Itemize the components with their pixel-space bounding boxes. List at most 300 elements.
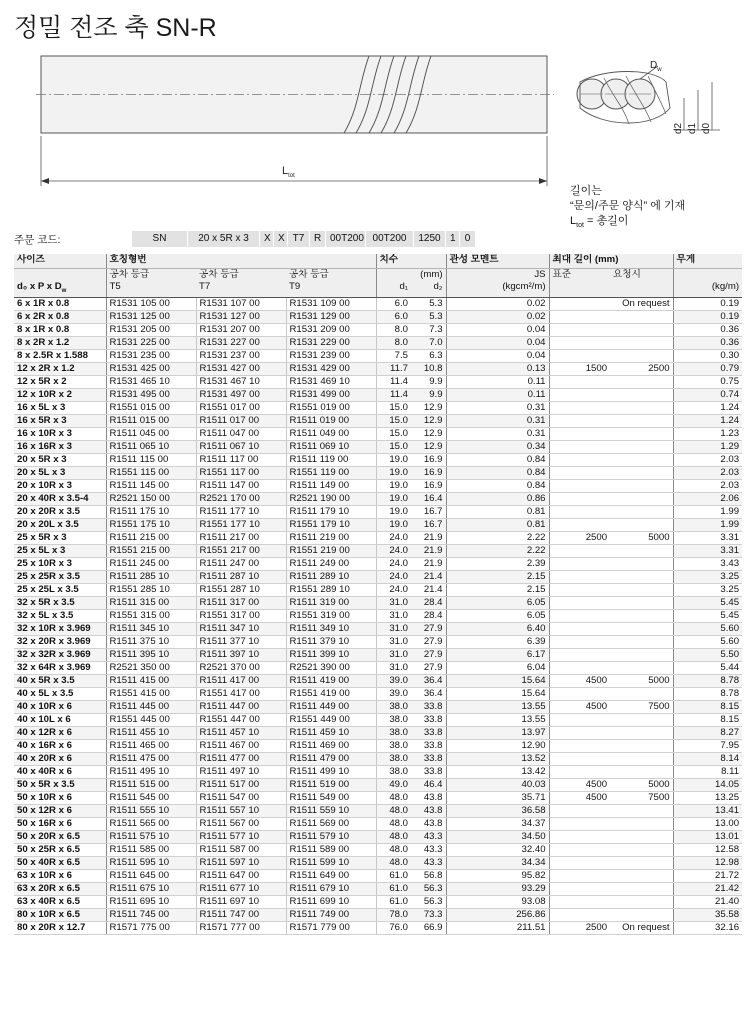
cell-d2: 5.3 [411,297,446,310]
cell-t5: R1551 215 00 [106,544,196,557]
cell-t5: R1511 515 00 [106,778,196,791]
cell-standard [549,882,610,895]
cell-d1: 24.0 [376,570,411,583]
cell-t9: R2521 190 00 [286,492,376,505]
cell-d2: 16.9 [411,453,446,466]
cell-d2: 43.8 [411,804,446,817]
cell-on-request [610,856,673,869]
cell-t5: R1511 065 10 [106,440,196,453]
cell-t5: R1511 645 00 [106,869,196,882]
cell-t7: R1551 417 00 [196,687,286,700]
cell-d2: 21.4 [411,583,446,596]
cell-d1: 48.0 [376,856,411,869]
cell-on-request [610,570,673,583]
cell-d1: 7.5 [376,349,411,362]
cell-d2: 16.7 [411,518,446,531]
cell-t5: R1511 695 10 [106,895,196,908]
cell-weight: 3.25 [673,583,742,596]
cell-on-request [610,843,673,856]
cell-d2: 33.8 [411,713,446,726]
cell-d1: 15.0 [376,440,411,453]
cell-d1: 48.0 [376,830,411,843]
cell-t7: R1511 457 10 [196,726,286,739]
cell-standard [549,752,610,765]
cell-d1: 48.0 [376,843,411,856]
cell-on-request [610,440,673,453]
cell-inertia: 95.82 [446,869,549,882]
header-t9: T9 [286,281,376,297]
cell-weight: 2.03 [673,479,742,492]
cell-d1: 19.0 [376,505,411,518]
table-row [14,505,742,518]
cell-t7: R1551 447 00 [196,713,286,726]
cell-d1: 48.0 [376,791,411,804]
cell-t5: R1551 285 10 [106,583,196,596]
cell-weight: 1.29 [673,440,742,453]
cell-t7: R1511 587 00 [196,843,286,856]
header-size-formula: d₀ x P x $D_w$ [14,281,106,297]
cell-inertia: 0.81 [446,518,549,531]
cell-t5: R1511 455 10 [106,726,196,739]
cell-d1: 24.0 [376,531,411,544]
cell-d1: 15.0 [376,414,411,427]
cell-t7: R1511 597 10 [196,856,286,869]
order-code-segment: 00T200 [366,231,414,247]
table-row [14,544,742,557]
cell-d2: 21.9 [411,531,446,544]
cell-standard [549,349,610,362]
cell-t9: R1511 649 00 [286,869,376,882]
cell-t5: R1511 215 00 [106,531,196,544]
cell-inertia: 13.52 [446,752,549,765]
table-row [14,869,742,882]
table-row [14,596,742,609]
cell-weight: 1.23 [673,427,742,440]
cell-size: 50 x 20R x 6.5 [14,830,106,843]
cell-t5: R2521 150 00 [106,492,196,505]
cell-size: 32 x 32R x 3.969 [14,648,106,661]
cell-size: 20 x 10R x 3 [14,479,106,492]
cell-inertia: 32.40 [446,843,549,856]
cell-d1: 8.0 [376,336,411,349]
cell-t5: R1511 015 00 [106,414,196,427]
cell-standard: 4500 [549,778,610,791]
cell-t5: R1531 205 00 [106,323,196,336]
cell-t7: R1511 397 10 [196,648,286,661]
cell-weight: 8.15 [673,713,742,726]
cell-standard [549,310,610,323]
cell-standard [549,609,610,622]
cell-size: 32 x 5R x 3.5 [14,596,106,609]
cell-size: 40 x 5R x 3.5 [14,674,106,687]
cell-d2: 36.4 [411,674,446,687]
cell-standard [549,427,610,440]
table-row [14,882,742,895]
order-code-segment: X [260,231,274,247]
cell-t5: R1511 345 10 [106,622,196,635]
cell-weight: 1.24 [673,401,742,414]
page-title: 정밀 전조 축 SN-R [14,14,217,42]
table-row [14,843,742,856]
cell-t9: R1531 239 00 [286,349,376,362]
order-code-segment: T7 [288,231,310,247]
cell-d2: 27.9 [411,635,446,648]
cell-weight: 5.45 [673,596,742,609]
length-note-line1: 길이는 [570,185,602,197]
cell-on-request [610,882,673,895]
table-row [14,752,742,765]
cell-inertia: 0.31 [446,427,549,440]
table-row [14,466,742,479]
cell-d1: 61.0 [376,895,411,908]
cell-t5: R1551 415 00 [106,687,196,700]
cell-d2: 9.9 [411,388,446,401]
cell-t9: R1531 499 00 [286,388,376,401]
cell-t5: R1551 175 10 [106,518,196,531]
cell-t7: R1511 317 00 [196,596,286,609]
cell-standard: 4500 [549,700,610,713]
cell-t9: R1531 129 00 [286,310,376,323]
cell-d2: 43.3 [411,856,446,869]
cell-d1: 15.0 [376,401,411,414]
cell-on-request [610,323,673,336]
cell-d2: 56.3 [411,895,446,908]
cell-t9: R1531 109 00 [286,297,376,310]
table-row [14,427,742,440]
cell-standard [549,518,610,531]
cell-inertia: 0.13 [446,362,549,375]
cell-weight: 13.01 [673,830,742,843]
cell-d2: 33.8 [411,752,446,765]
cell-d2: 21.9 [411,544,446,557]
cell-size: 16 x 5R x 3 [14,414,106,427]
cell-t5: R1511 175 10 [106,505,196,518]
table-row [14,310,742,323]
cell-d2: 36.4 [411,687,446,700]
cell-on-request [610,817,673,830]
cell-inertia: 0.84 [446,479,549,492]
cell-t9: R1511 699 10 [286,895,376,908]
cell-t9: R1531 229 00 [286,336,376,349]
cell-d1: 48.0 [376,817,411,830]
table-row [14,674,742,687]
cell-weight: 0.19 [673,310,742,323]
cell-t9: R1511 479 00 [286,752,376,765]
cell-inertia: 15.64 [446,674,549,687]
cell-on-request [610,596,673,609]
cell-d2: 12.9 [411,401,446,414]
cell-standard [549,687,610,700]
cell-d1: 38.0 [376,739,411,752]
cell-size: 63 x 40R x 6.5 [14,895,106,908]
cell-inertia: 0.04 [446,349,549,362]
cell-inertia: 13.42 [446,765,549,778]
cell-t9: R1551 219 00 [286,544,376,557]
cell-t7: R1511 047 00 [196,427,286,440]
cell-t7: R1511 247 00 [196,557,286,570]
d1-label: d1 [687,122,698,134]
cell-standard: 4500 [549,674,610,687]
cell-size: 50 x 12R x 6 [14,804,106,817]
cell-weight: 0.75 [673,375,742,388]
cell-inertia: 40.03 [446,778,549,791]
cell-on-request [610,830,673,843]
cell-size: 63 x 10R x 6 [14,869,106,882]
cell-d1: 38.0 [376,713,411,726]
cell-t5: R1511 545 00 [106,791,196,804]
cell-d2: 12.9 [411,427,446,440]
order-code-segment: R [310,231,326,247]
cell-weight: 2.06 [673,492,742,505]
cell-inertia: 0.31 [446,401,549,414]
cell-size: 8 x 2R x 1.2 [14,336,106,349]
cell-size: 25 x 10R x 3 [14,557,106,570]
ltot-label: $L_{tot}$ [282,165,295,179]
cell-d1: 61.0 [376,869,411,882]
cell-t7: R1531 107 00 [196,297,286,310]
cell-t9: R1511 559 10 [286,804,376,817]
cell-standard [549,505,610,518]
cell-inertia: 0.84 [446,466,549,479]
cell-t7: R1511 117 00 [196,453,286,466]
cell-t5: R1511 565 00 [106,817,196,830]
cell-on-request [610,609,673,622]
cell-t9: R1551 019 00 [286,401,376,414]
cell-weight: 3.31 [673,544,742,557]
table-row [14,492,742,505]
cell-standard [549,401,610,414]
cell-standard [549,804,610,817]
cell-t5: R1511 575 10 [106,830,196,843]
cell-standard [549,297,610,310]
cell-size: 20 x 20L x 3.5 [14,518,106,531]
cell-t9: R1511 289 10 [286,570,376,583]
cell-t5: R1531 105 00 [106,297,196,310]
cell-d2: 21.4 [411,570,446,583]
cell-on-request: 7500 [610,700,673,713]
table-row [14,713,742,726]
cell-t7: R1511 177 10 [196,505,286,518]
cell-t5: R1511 375 10 [106,635,196,648]
cell-size: 20 x 40R x 3.5-4 [14,492,106,505]
cell-inertia: 0.04 [446,323,549,336]
cell-inertia: 93.08 [446,895,549,908]
header-d1: d₁ [376,281,411,297]
header-standard: 표준 [549,268,610,281]
cell-d1: 38.0 [376,752,411,765]
cell-size: 16 x 16R x 3 [14,440,106,453]
header-t5: T5 [106,281,196,297]
cell-weight: 21.42 [673,882,742,895]
cell-size: 40 x 5L x 3.5 [14,687,106,700]
cell-weight: 8.27 [673,726,742,739]
cell-weight: 13.41 [673,804,742,817]
cell-t9: R1511 419 00 [286,674,376,687]
cell-d2: 16.9 [411,479,446,492]
cell-weight: 21.40 [673,895,742,908]
cell-standard [549,583,610,596]
header-on-request: 요청시 [610,268,673,281]
cell-weight: 0.19 [673,297,742,310]
cell-d1: 15.0 [376,427,411,440]
cell-inertia: 2.22 [446,531,549,544]
header-d2: d₂ [411,281,446,297]
cell-inertia: 93.29 [446,882,549,895]
cell-d1: 11.4 [376,375,411,388]
header-part-number: 호칭형번 [106,254,376,268]
cell-weight: 13.00 [673,817,742,830]
cell-t9: R1511 469 00 [286,739,376,752]
table-row [14,778,742,791]
cell-on-request [610,427,673,440]
table-row [14,635,742,648]
cell-t7: R1531 427 00 [196,362,286,375]
cell-standard [549,596,610,609]
cell-weight: 3.25 [673,570,742,583]
cell-d1: 31.0 [376,661,411,674]
cell-standard [549,622,610,635]
table-row [14,440,742,453]
cell-on-request [610,310,673,323]
cell-t5: R1531 125 00 [106,310,196,323]
cell-t9: R1511 019 00 [286,414,376,427]
cell-t5: R1551 115 00 [106,466,196,479]
cell-size: 25 x 25L x 3.5 [14,583,106,596]
order-code-segment: 00T200 [326,231,366,247]
cell-standard: 4500 [549,791,610,804]
cell-size: 50 x 40R x 6.5 [14,856,106,869]
cell-t7: R2521 370 00 [196,661,286,674]
cell-t7: R1551 117 00 [196,466,286,479]
header-mm: (mm) [376,268,446,281]
cell-t7: R1511 577 10 [196,830,286,843]
cell-d2: 33.8 [411,700,446,713]
cell-t7: R1511 377 10 [196,635,286,648]
cell-inertia: 13.97 [446,726,549,739]
cell-inertia: 6.05 [446,609,549,622]
cell-weight: 5.45 [673,609,742,622]
shaft-diagram [14,38,742,228]
cell-t9: R1511 549 00 [286,791,376,804]
cell-standard [549,817,610,830]
cell-inertia: 0.34 [446,440,549,453]
cell-t9: R1511 069 10 [286,440,376,453]
cell-weight: 7.95 [673,739,742,752]
cell-t9: R1511 589 00 [286,843,376,856]
order-code-segment: 0 [460,231,476,247]
cell-t5: R1551 315 00 [106,609,196,622]
header-t7: T7 [196,281,286,297]
cell-d1: 19.0 [376,453,411,466]
cell-t5: R1511 745 00 [106,908,196,921]
cell-d2: 46.4 [411,778,446,791]
cell-size: 50 x 10R x 6 [14,791,106,804]
table-row [14,570,742,583]
cell-standard [549,765,610,778]
cell-on-request [610,349,673,362]
cell-weight: 14.05 [673,778,742,791]
cell-t5: R1531 225 00 [106,336,196,349]
table-row [14,479,742,492]
cell-d2: 56.3 [411,882,446,895]
cell-size: 25 x 5R x 3 [14,531,106,544]
cell-on-request [610,505,673,518]
cell-inertia: 0.86 [446,492,549,505]
cell-inertia: 2.15 [446,570,549,583]
cell-inertia: 13.55 [446,713,549,726]
header-inertia-unit: (kgcm²/m) [446,281,549,297]
table-row [14,609,742,622]
cell-d1: 31.0 [376,609,411,622]
cell-standard [549,843,610,856]
cell-size: 20 x 5L x 3 [14,466,106,479]
cell-t9: R1511 449 00 [286,700,376,713]
cell-t7: R1511 347 10 [196,622,286,635]
cell-t5: R1511 445 00 [106,700,196,713]
header-js: JS [446,268,549,281]
cell-on-request [610,622,673,635]
cell-inertia: 6.05 [446,596,549,609]
cell-standard [549,895,610,908]
spec-table [14,254,742,935]
cell-t9: R1531 209 00 [286,323,376,336]
cell-d1: 31.0 [376,648,411,661]
cell-on-request [610,869,673,882]
cell-weight: 1.24 [673,414,742,427]
header-row-3 [14,281,742,297]
cell-standard [549,570,610,583]
header-weight: 무게 [673,254,742,268]
cell-size: 12 x 10R x 2 [14,388,106,401]
cell-t7: R1531 467 10 [196,375,286,388]
cell-standard [549,739,610,752]
cell-d1: 24.0 [376,544,411,557]
cell-d1: 38.0 [376,726,411,739]
cell-standard [549,557,610,570]
cell-t5: R1531 425 00 [106,362,196,375]
cell-size: 16 x 5L x 3 [14,401,106,414]
cell-d2: 16.7 [411,505,446,518]
cell-t5: R2521 350 00 [106,661,196,674]
cell-size: 50 x 25R x 6.5 [14,843,106,856]
table-row [14,401,742,414]
header-tol-t5: 공차 등급 [106,268,196,281]
cell-d2: 28.4 [411,609,446,622]
cell-t5: R1511 115 00 [106,453,196,466]
cell-t5: R1551 445 00 [106,713,196,726]
cell-inertia: 6.04 [446,661,549,674]
cell-inertia: 6.40 [446,622,549,635]
header-row-1 [14,254,742,268]
cell-t7: R1511 557 10 [196,804,286,817]
cell-t5: R1531 465 10 [106,375,196,388]
cell-inertia: 0.02 [446,297,549,310]
cell-d2: 27.9 [411,661,446,674]
cell-d1: 19.0 [376,479,411,492]
cell-inertia: 36.58 [446,804,549,817]
cell-d1: 38.0 [376,765,411,778]
cell-weight: 0.36 [673,336,742,349]
cell-on-request [610,687,673,700]
cell-t7: R1511 017 00 [196,414,286,427]
cell-size: 80 x 20R x 12.7 [14,921,106,934]
cell-weight: 5.60 [673,622,742,635]
cell-t5: R1511 285 10 [106,570,196,583]
cell-standard [549,388,610,401]
cell-standard [549,635,610,648]
table-row [14,765,742,778]
cell-t9: R1551 319 00 [286,609,376,622]
